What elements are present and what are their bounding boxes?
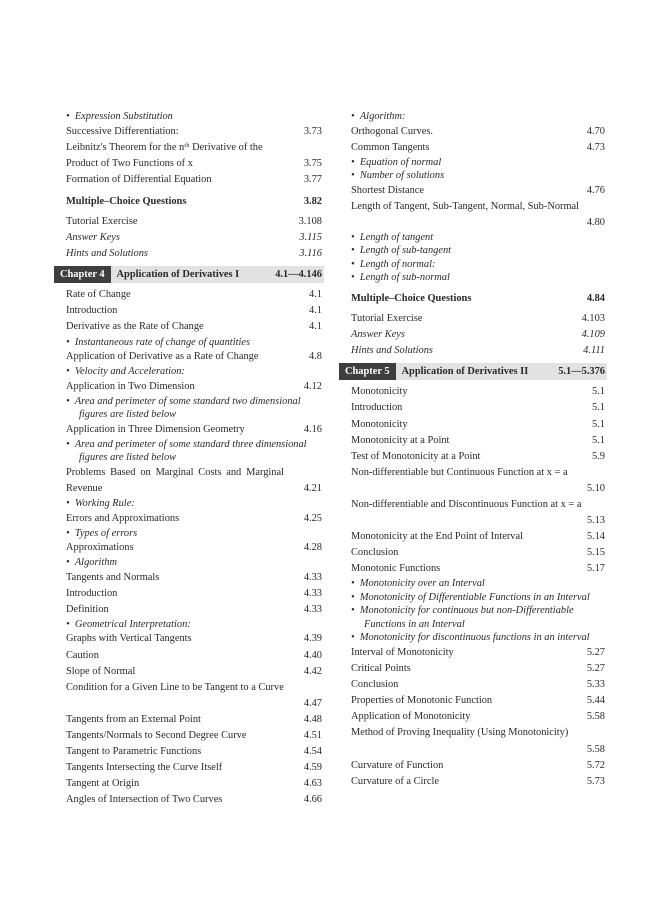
toc-entry — [66, 586, 324, 602]
toc-page-number: 3.73 — [303, 125, 322, 137]
toc-subtopic — [66, 336, 324, 350]
toc-page-number: 5.72 — [586, 759, 605, 771]
toc-page-number: 4.33 — [303, 587, 322, 599]
toc-entry — [351, 433, 607, 449]
toc-entry — [66, 631, 324, 647]
toc-page-number: 3.115 — [299, 232, 322, 244]
toc-entry-title: Orthogonal Curves. — [351, 125, 433, 137]
toc-entry — [66, 760, 324, 776]
toc-page-number: 5.9 — [592, 450, 605, 462]
toc-entry-title: Monotonicity at the End Point of Interval — [351, 531, 523, 543]
toc-entry-title: Application of Monotonicity — [351, 711, 471, 723]
toc-entry — [351, 183, 607, 199]
toc-subtopic — [351, 271, 607, 285]
toc-page-number: 4.39 — [303, 633, 322, 645]
toc-page-number: 5.1 — [592, 418, 605, 430]
toc-page-number: 5.1 — [592, 386, 605, 398]
toc-entry-title: Shortest Distance — [351, 184, 425, 196]
toc-entry — [66, 680, 324, 712]
toc-entry — [66, 349, 324, 365]
toc-entry — [351, 465, 607, 497]
toc-entry-title: Problems Based on Marginal Costs and Marginal Revenue — [66, 466, 284, 494]
toc-entry-title: Common Tangents — [351, 141, 430, 153]
toc-entry — [66, 511, 324, 527]
toc-entry-title: Hints and Solutions — [66, 248, 148, 260]
toc-entry-title: Errors and Approximations — [66, 512, 180, 524]
toc-entry-title: • Geometrical Interpretation: — [66, 618, 191, 630]
toc-entry-title: Condition for a Given Line to be Tangent to a Curve — [66, 681, 284, 693]
toc-entry — [351, 124, 607, 140]
toc-page-number: 5.27 — [586, 646, 605, 658]
toc-page-number: 5.1 — [592, 402, 605, 414]
toc-entry — [351, 545, 607, 561]
toc-entry — [66, 214, 324, 230]
toc-entry-title: Monotonicity — [351, 418, 408, 430]
toc-page-number: 4.1 — [309, 305, 322, 317]
toc-entry-title: Formation of Differential Equation — [66, 173, 212, 185]
toc-entry — [351, 774, 607, 790]
toc-entry — [66, 303, 324, 319]
toc-entry-title: Answer Keys — [351, 329, 405, 341]
toc-page-number: 5.13 — [586, 515, 605, 527]
toc-entry — [66, 744, 324, 760]
toc-entry — [66, 792, 324, 808]
toc-subtopic — [66, 527, 324, 541]
toc-entry — [351, 725, 607, 757]
chapter-label: Chapter 4 — [54, 266, 111, 283]
toc-page-number: 5.33 — [586, 679, 605, 691]
toc-entry-title: Rate of Change — [66, 289, 131, 301]
toc-page-number: 4.109 — [581, 329, 605, 341]
toc-page-number: 4.21 — [303, 482, 322, 494]
toc-page-number: 4.12 — [303, 380, 322, 392]
toc-page-number: 4.25 — [303, 512, 322, 524]
toc-page-number: 4.66 — [303, 794, 322, 806]
toc-entry — [351, 677, 607, 693]
toc-entry — [66, 540, 324, 556]
chapter-header — [339, 363, 607, 380]
toc-entry-title: Successive Differentiation: — [66, 125, 179, 137]
toc-entry-title: • Monotonicity for discontinuous functions in an interval — [351, 632, 590, 644]
toc-page-number: 5.58 — [586, 743, 605, 755]
toc-page-number: 4.84 — [586, 292, 605, 304]
toc-entry-title: Tangents from an External Point — [66, 713, 201, 725]
toc-entry — [66, 776, 324, 792]
toc-entry-title: • Velocity and Acceleration: — [66, 366, 185, 378]
toc-entry-title: Curvature of Function — [351, 759, 444, 771]
toc-subtopic — [351, 591, 607, 605]
toc-entry-title: Tutorial Exercise — [66, 215, 138, 227]
toc-subtopic — [66, 110, 324, 124]
toc-page-number: 4.33 — [303, 571, 322, 583]
toc-entry — [351, 661, 607, 677]
toc-entry — [351, 384, 607, 400]
toc-entry-title: Tangents and Normals — [66, 571, 160, 583]
toc-entry-title: Slope of Normal — [66, 665, 136, 677]
toc-subtopic — [351, 231, 607, 245]
toc-entry — [66, 422, 324, 438]
toc-entry-title: • Monotonicity of Differentiable Functions in an Interval — [351, 591, 590, 603]
toc-entry — [351, 343, 607, 359]
toc-entry-title: Leibnitz's Theorem for the nᵗʰ Derivative of the Product of Two Functions of x — [66, 141, 263, 169]
chapter-title: Application of Derivatives I — [116, 269, 240, 281]
toc-entry-title: • Length of normal: — [351, 258, 436, 270]
toc-entry — [351, 497, 607, 529]
toc-entry — [66, 140, 324, 172]
toc-page-number: 5.58 — [586, 711, 605, 723]
toc-subtopic — [351, 631, 607, 645]
toc-entry-title: • Algorithm: — [351, 111, 406, 122]
toc-entry-title: Conclusion — [351, 547, 399, 559]
toc-entry-title: Multiple–Choice Questions — [66, 195, 187, 207]
toc-page-number: 5.1 — [592, 434, 605, 446]
toc-subtopic — [351, 577, 607, 591]
toc-entry — [351, 529, 607, 545]
toc-entry — [66, 124, 324, 140]
toc-subtopic — [351, 110, 607, 124]
toc-entry-title: Non-differentiable and Discontinuous Function at x = a — [351, 499, 582, 510]
toc-page-number: 4.54 — [303, 746, 322, 758]
toc-entry-title: Angles of Intersection of Two Curves — [66, 794, 223, 806]
chapter-title: Application of Derivatives II — [401, 366, 529, 378]
toc-page-number: 4.63 — [303, 778, 322, 790]
toc-page-number: 3.82 — [303, 195, 322, 207]
toc-page-number: 4.103 — [581, 313, 605, 325]
toc-entry — [66, 246, 324, 262]
chapter-page-range: 5.1—5.376 — [558, 366, 605, 378]
toc-entry-title: Hints and Solutions — [351, 345, 433, 357]
toc-entry-title: Application in Two Dimension — [66, 380, 195, 392]
toc-entry-title: Length of Tangent, Sub-Tangent, Normal, Sub-Normal — [351, 200, 580, 212]
toc-entry — [351, 417, 607, 433]
toc-entry-title: • Area and perimeter of some standard two dimensional figures are listed below — [66, 395, 301, 421]
toc-page-number: 5.15 — [586, 547, 605, 559]
toc-entry-title: • Algorithm — [66, 557, 117, 569]
toc-entry-title: • Equation of normal — [351, 156, 442, 168]
toc-entry — [351, 709, 607, 725]
toc-entry — [66, 172, 324, 188]
chapter-header — [54, 266, 324, 283]
toc-entry-title: Answer Keys — [66, 232, 120, 244]
toc-page-number: 5.73 — [586, 775, 605, 787]
toc-entry-title: • Expression Substitution — [66, 111, 173, 122]
toc-entry-title: Curvature of a Circle — [351, 775, 439, 787]
toc-entry — [351, 400, 607, 416]
toc-page-number: 4.80 — [586, 216, 605, 228]
toc-entry — [351, 693, 607, 709]
toc-entry-title: Monotonic Functions — [351, 563, 441, 575]
toc-page-number: 4.28 — [303, 542, 322, 554]
toc-page-number: 4.70 — [586, 125, 605, 137]
toc-page-number: 4.47 — [303, 697, 322, 709]
toc-entry-title: • Types of errors — [66, 527, 138, 539]
toc-entry — [66, 602, 324, 618]
toc-entry-title: Definition — [66, 603, 109, 615]
toc-entry — [351, 311, 607, 327]
chapter-label: Chapter 5 — [339, 363, 396, 380]
toc-entry — [351, 140, 607, 156]
toc-subtopic — [351, 244, 607, 258]
toc-entry-title: • Length of tangent — [351, 231, 434, 243]
toc-page-number: 5.10 — [586, 482, 605, 494]
toc-page-number: 3.116 — [299, 248, 322, 260]
toc-entry — [351, 758, 607, 774]
toc-entry — [351, 561, 607, 577]
toc-entry-title: Multiple–Choice Questions — [351, 292, 472, 304]
toc-entry — [66, 712, 324, 728]
toc-page-number: 4.33 — [303, 603, 322, 615]
toc-entry-title: • Monotonicity for continuous but non-Differentiable Functions in an Interval — [351, 605, 574, 630]
toc-entry — [66, 664, 324, 680]
toc-page-number: 3.77 — [303, 173, 322, 185]
toc-subtopic — [351, 258, 607, 272]
toc-entry-title: Tangents/Normals to Second Degree Curve — [66, 730, 247, 742]
toc-entry-title: • Number of solutions — [351, 170, 445, 182]
toc-entry — [66, 648, 324, 664]
toc-subtopic — [351, 604, 607, 631]
toc-page-number: 4.42 — [303, 665, 322, 677]
toc-page-number: 3.75 — [303, 157, 322, 169]
toc-entry-title: Interval of Monotonicity — [351, 646, 454, 658]
toc-subtopic — [66, 497, 324, 511]
toc-entry-title: Tangent to Parametric Functions — [66, 746, 202, 758]
toc-page-number: 4.1 — [309, 321, 322, 333]
toc-entry — [66, 194, 324, 210]
toc-page-number: 4.76 — [586, 184, 605, 196]
toc-entry-title: Monotonicity at a Point — [351, 434, 450, 446]
toc-entry — [351, 327, 607, 343]
toc-entry-title: • Monotonicity over an Interval — [351, 578, 485, 590]
toc-page-number: 5.14 — [586, 531, 605, 543]
toc-left-column — [60, 110, 324, 809]
toc-entry-title: Critical Points — [351, 663, 411, 675]
toc-entry-title: • Area and perimeter of some standard three dimensional figures are listed below — [66, 438, 307, 464]
toc-page-number: 4.111 — [583, 345, 605, 357]
toc-page-number: 5.27 — [586, 663, 605, 675]
toc-entry-title: Tangents Intersecting the Curve Itself — [66, 762, 223, 774]
toc-entry — [66, 230, 324, 246]
toc-entry — [66, 287, 324, 303]
toc-subtopic — [351, 169, 607, 183]
toc-entry — [351, 449, 607, 465]
toc-entry-title: Application in Three Dimension Geometry — [66, 423, 245, 435]
toc-subtopic — [66, 618, 324, 632]
toc-entry-title: Graphs with Vertical Tangents — [66, 633, 192, 645]
toc-entry — [351, 291, 607, 307]
toc-subtopic — [66, 395, 324, 422]
toc-page-number: 4.1 — [309, 289, 322, 301]
toc-entry-title: Tutorial Exercise — [351, 313, 423, 325]
toc-entry-title: Caution — [66, 649, 99, 661]
toc-page-number: 4.59 — [303, 762, 322, 774]
toc-entry — [66, 728, 324, 744]
toc-entry-title: • Length of sub-tangent — [351, 245, 452, 257]
toc-entry-title: • Working Rule: — [66, 498, 135, 509]
toc-page-number: 4.8 — [309, 351, 322, 363]
toc-entry — [66, 379, 324, 395]
toc-subtopic — [351, 156, 607, 170]
toc-page-number: 5.17 — [586, 563, 605, 575]
toc-page-number: 5.44 — [586, 695, 605, 707]
toc-entry-title: Tangent at Origin — [66, 778, 140, 790]
toc-page-number: 3.108 — [298, 215, 322, 227]
toc-entry-title: Approximations — [66, 542, 134, 554]
toc-subtopic — [66, 365, 324, 379]
toc-page-number: 4.16 — [303, 423, 322, 435]
toc-subtopic — [66, 556, 324, 570]
toc-entry-title: Non-differentiable but Continuous Function at x = a — [351, 466, 568, 478]
toc-entry-title: Introduction — [351, 402, 403, 414]
toc-subtopic — [66, 438, 324, 465]
toc-entry — [351, 645, 607, 661]
toc-page-number: 4.73 — [586, 141, 605, 153]
toc-entry — [351, 199, 607, 231]
toc-entry — [66, 465, 324, 497]
toc-entry-title: • Length of sub-normal — [351, 272, 450, 284]
toc-entry — [66, 570, 324, 586]
toc-entry-title: Introduction — [66, 305, 118, 317]
toc-entry-title: Properties of Monotonic Function — [351, 695, 493, 707]
chapter-page-range: 4.1—4.146 — [275, 269, 322, 281]
toc-entry-title: • Instantaneous rate of change of quantities — [66, 336, 251, 348]
toc-page-number: 4.40 — [303, 649, 322, 661]
toc-entry-title: Method of Proving Inequality (Using Monotonicity) — [351, 727, 569, 739]
toc-entry-title: Introduction — [66, 587, 118, 599]
toc-entry-title: Derivative as the Rate of Change — [66, 321, 204, 333]
toc-entry-title: Test of Monotonicity at a Point — [351, 450, 481, 462]
toc-page-number: 4.51 — [303, 730, 322, 742]
toc-entry-title: Monotonicity — [351, 386, 408, 398]
toc-entry — [66, 319, 324, 335]
toc-entry-title: Application of Derivative as a Rate of Change — [66, 351, 259, 363]
toc-page-number: 4.48 — [303, 713, 322, 725]
toc-right-column — [345, 110, 607, 790]
toc-entry-title: Conclusion — [351, 679, 399, 691]
